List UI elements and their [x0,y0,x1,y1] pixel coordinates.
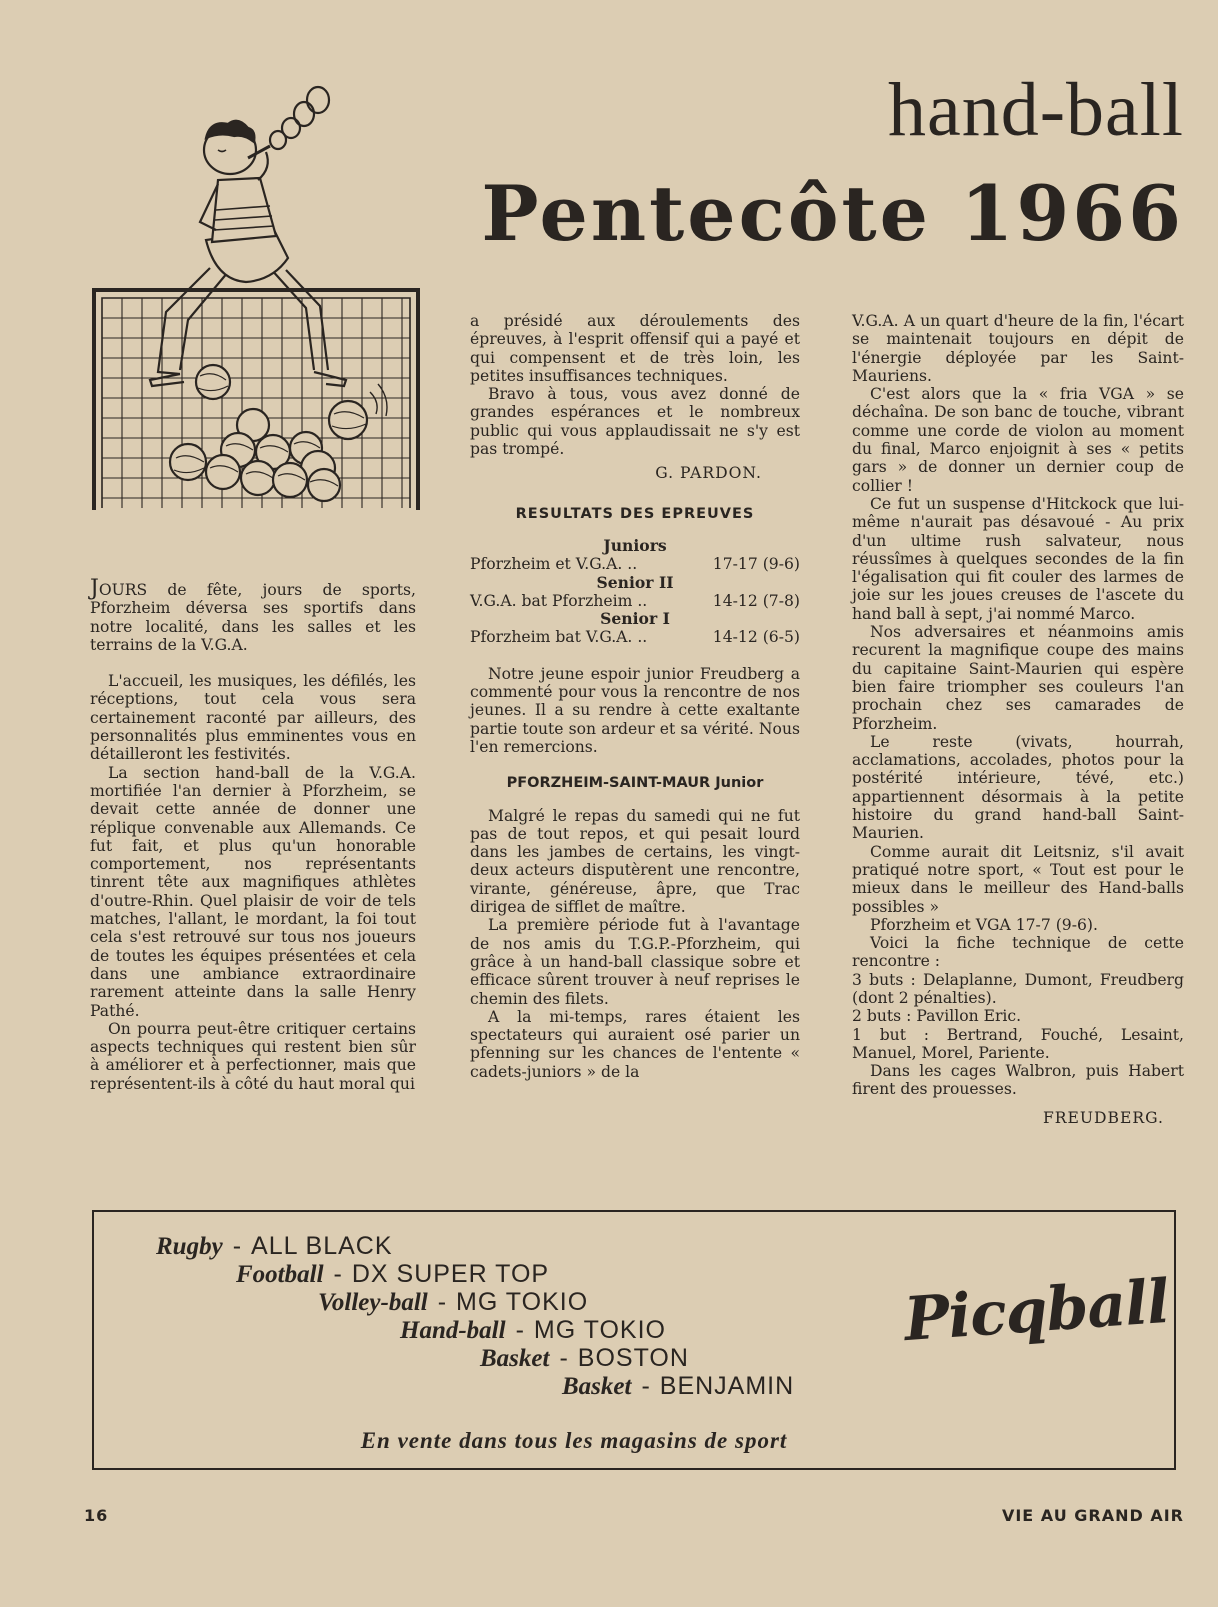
paragraph: Malgré le repas du samedi qui ne fut pas de tout repos, et qui pesait lourd dans les jambes de certains, les vingt-deux acteurs disputèrent une rencontre, virante, généreuse, âpre, que Trac dirigea de sifflet de maître. [470,806,800,917]
ad-product-line [156,1234,393,1259]
result-row [470,555,800,573]
paragraph: A la mi-temps, rares étaient les spectateurs qui auraient osé parier un pfenning sur les chances de l'entente « cadets-juniors » de la [470,1007,800,1081]
section-title: hand-ball [887,68,1184,152]
ad-separator: - [641,1372,650,1400]
results-heading: RESULTATS DES EPREUVES [515,505,755,522]
picqball-advertisement [92,1210,1176,1470]
ad-sport: Basket [562,1373,632,1400]
ad-model: DX SUPER TOP [351,1260,550,1288]
result-match: Pforzheim et V.G.A. .. [470,555,638,574]
result-row [470,592,800,610]
paragraph: C'est alors que la « fria VGA » se déchaîna. De son banc de touche, vibrant comme une corde de violon au moment du final, Marco enjoignit à ses « petits gars » de donner un dernier coup de collier ! [852,385,1184,495]
ad-product-line [562,1374,794,1399]
ad-product-line [480,1346,689,1371]
ad-sport: Football [236,1261,324,1288]
headline: Pentecôte 1966 [481,169,1184,258]
paragraph: Comme aurait dit Leitsniz, s'il avait pratiqué notre sport, « Tout est pour le mieux dans le meilleur des Hand-balls possibles » [852,842,1184,916]
paragraph: Dans les cages Walbron, puis Habert firent des prouesses. [852,1062,1184,1099]
ad-product-line [400,1318,666,1343]
paragraph: a présidé aux déroulements des épreuves, à l'esprit offensif qui a payé et qui compensent et de très loin, les petites insuffisances techniques. [470,312,800,385]
paragraph [90,576,416,654]
result-match: Pforzheim bat V.G.A. .. [470,628,648,647]
ad-sport: Rugby [156,1233,223,1260]
result-category: Senior I [600,609,670,629]
results-table [470,537,800,647]
page-number: 16 [84,1506,109,1525]
result-match: V.G.A. bat Pforzheim .. [470,591,648,610]
ad-product-line [318,1290,588,1315]
paragraph: Ce fut un suspense d'Hitckock que lui-même n'aurait pas désavoué - Au prix d'un ultime rush salvateur, nous réussîmes à quelques secondes de la fin l'égalisation qui fit couler des larmes de joie sur les joues creuses de l'ascete du hand ball à sept, j'ai nommé Marco. [852,494,1184,623]
paragraph: V.G.A. A un quart d'heure de la fin, l'écart se maintenait toujours en dépit de l'énergie déployée par les Saint-Mauriens. [852,312,1184,385]
ad-model: BENJAMIN [659,1372,795,1400]
paragraph: On pourra peut-être critiquer certains aspects techniques qui restent bien sûr à améliorer et à perfectionner, mais que représentent-ils à côté du haut moral qui [90,1019,416,1093]
paragraph: Bravo à tous, vous avez donné de grandes espérances et le nombreux public qui vous applaudissait ne s'y est pas trompé. [470,385,800,459]
column-3 [852,312,1184,1127]
column-1 [90,576,416,1093]
ad-sport: Basket [480,1345,550,1372]
scorer-line: 2 buts : Pavillon Eric. [852,1007,1022,1026]
ad-separator: - [232,1232,242,1260]
ad-product-line [236,1262,549,1287]
result-score: 14-12 (7-8) [712,591,800,610]
paragraph-text: OURS de fête, jours de sports, Pforzheim déversa ses sportifs dans notre localité, dans les salles et les terrains de la V.G.A. [90,581,416,654]
drop-cap: J [90,576,99,601]
paragraph: L'accueil, les musiques, les défilés, les réceptions, tout cela vous sera certainement raconté par ailleurs, des personnalités plus emminentes vous en détailleront les festivités. [90,672,416,764]
ad-separator: - [515,1316,524,1344]
scorer-line: 3 buts : Delaplanne, Dumont, Freudberg (dont 2 pénalties). [852,970,1184,1007]
ad-model: ALL BLACK [251,1232,393,1260]
ad-sport: Volley-ball [318,1289,428,1316]
result-score: 17-17 (9-6) [712,555,800,574]
magazine-name: VIE AU GRAND AIR [1001,1506,1184,1525]
paragraph: Voici la fiche technique de cette rencontre : [852,934,1184,971]
scorer-line: 1 but : Bertrand, Fouché, Lesaint, Manuel, Morel, Pariente. [852,1025,1184,1062]
paragraph: Notre jeune espoir junior Freudberg a commenté pour vous la rencontre de nos jeunes. Il a su rendre à cette exaltante partie toute son ardeur et sa vérité. Nous l'en remercions. [470,664,800,756]
result-category: Senior II [596,572,674,592]
result-score: 14-12 (6-5) [712,628,800,647]
subheading: PFORZHEIM-SAINT-MAUR Junior [506,775,764,792]
ad-model: MG TOKIO [456,1288,589,1316]
paragraph: La section hand-ball de la V.G.A. mortifiée l'an dernier à Pforzheim, se devait cette année de donner une réplique convenable aux Allemands. Ce fut fait, et plus qu'un honorable comportement, nos représentants tinrent tête aux magnifiques athlètes d'outre-Rhin. Quel plaisir de voir de tels matches, l'allant, le mordant, la foi tout cela s'est retrouvé sur tous nos joueurs de toutes les équipes présentées et cela dans une ambiance extraordinaire rarement atteinte dans la salle Henry Pathé. [90,763,416,1020]
picqball-logo: Picqball [901,1266,1171,1356]
ad-model: BOSTON [577,1344,689,1372]
paragraph: Nos adversaires et néanmoins amis recurent la magnifique coupe des mains du capitaine Saint-Maurien qui espère bien faire triompher ses couleurs l'an prochain chez ses camarades de Pforzheim. [852,623,1184,733]
paragraph: Pforzheim et VGA 17-7 (9-6). [870,915,1098,934]
ad-separator: - [333,1260,342,1288]
ad-sport: Hand-ball [400,1317,506,1344]
paragraph: La première période fut à l'avantage de nos amis du T.G.P.-Pforzheim, qui grâce à un hand-ball classique sobre et efficace sûrent trouver à neuf reprises le chemin des filets. [470,916,800,1008]
author-signature: FREUDBERG. [1042,1108,1164,1127]
result-row [470,628,800,646]
column-2 [470,312,800,1081]
ad-separator: - [437,1288,447,1316]
handball-goal-cartoon-icon [88,80,428,530]
result-category: Juniors [603,535,667,555]
author-signature: G. PARDON. [655,464,762,483]
paragraph: Le reste (vivats, hourrah, acclamations, accolades, photos pour la postérité intérieure, tévé, etc.) appartiennent désormais à la petite histoire du grand hand-ball Saint-Maurien. [852,732,1184,843]
ad-model: MG TOKIO [533,1316,667,1344]
ad-separator: - [559,1344,568,1372]
ad-tagline: En vente dans tous les magasins de sport [360,1428,788,1453]
